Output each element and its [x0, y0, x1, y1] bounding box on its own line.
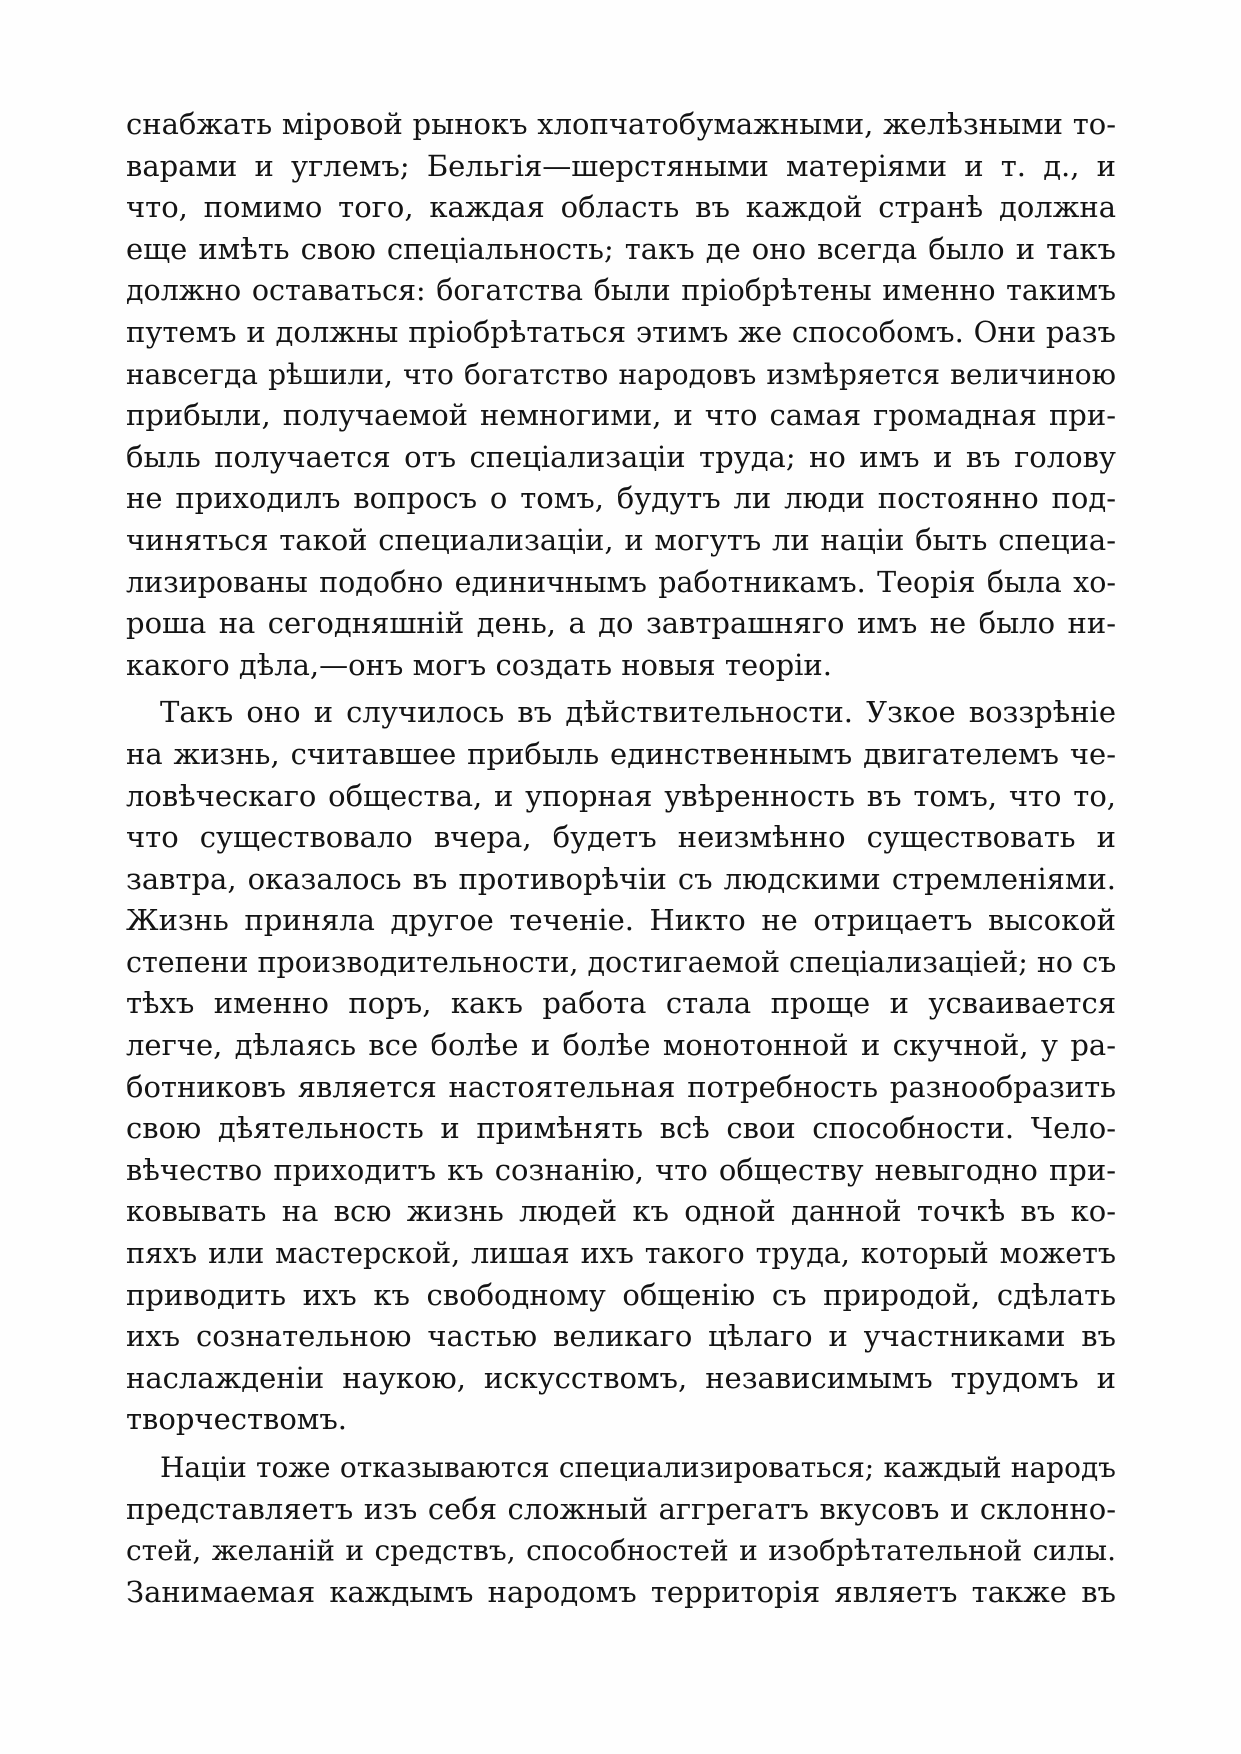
text-line: быль получается отъ спеціализаціи труда; но имъ и въ голову: [126, 439, 1116, 474]
text-line: свою дѣятельность и примѣнять всѣ свои способности. Чело-: [126, 1111, 1116, 1146]
text-line: вѣчество приходитъ къ сознанію, что обществу невыгодно при-: [126, 1152, 1116, 1187]
text-line: ковывать на всю жизнь людей къ одной данной точкѣ въ ко-: [126, 1194, 1116, 1229]
text-line: прибыли, получаемой немногими, и что самая громадная при-: [126, 398, 1116, 433]
text-line: снабжать міровой рынокъ хлопчатобумажными, желѣзными то-: [126, 107, 1116, 141]
text-line: пяхъ или мастерской, лишая ихъ такого труда, который можетъ: [126, 1237, 1116, 1271]
text-line: варами и углемъ; Бельгія—шерстяными матеріями и т. д., и: [126, 148, 1116, 183]
text-line: навсегда рѣшили, что богатство народовъ измѣряется величиною: [126, 357, 1116, 391]
text-line: роша на сегодняшній день, а до завтрашняго имъ не было ни-: [126, 606, 1116, 641]
text-line: на жизнь, считавшее прибыль единственнымъ двигателемъ че-: [126, 736, 1116, 771]
text-line: Занимаемая каждымъ народомъ территорія являетъ также въ: [126, 1574, 1116, 1609]
text-line: представляетъ изъ себя сложный аггрегатъ вкусовъ и склонно-: [126, 1491, 1116, 1526]
text-line: что, помимо того, каждая область въ каждой странѣ должна: [126, 190, 1116, 225]
text-line: творчествомъ.: [126, 1402, 348, 1437]
text-line: Такъ оно и случилось въ дѣйствительности. Узкое воззрѣніе: [160, 695, 1116, 730]
text-line: еще имѣть свою спеціальность; такъ де оно всегда было и такъ: [126, 231, 1116, 266]
text-line: степени производительности, достигаемой спеціализаціей; но съ: [126, 945, 1116, 979]
text-line: не приходилъ вопросъ о томъ, будутъ ли люди постоянно под-: [126, 481, 1116, 516]
text-line: путемъ и должны пріобрѣтаться этимъ же способомъ. Они разъ: [126, 314, 1116, 349]
text-line: наслажденіи наукою, искусствомъ, независимымъ трудомъ и: [126, 1360, 1116, 1395]
text-line: легче, дѣлаясь все болѣе и болѣе монотонной и скучной, у ра-: [126, 1028, 1116, 1063]
text-line: какого дѣла,—онъ могъ создать новыя теоріи.: [126, 647, 832, 682]
text-line: ботниковъ является настоятельная потребность разнообразить: [126, 1069, 1116, 1104]
text-line: завтра, оказалось въ противорѣчіи съ людскими стремленіями.: [126, 861, 1116, 896]
page-text: [126, 104, 1116, 1613]
text-line: стей, желаній и средствъ, способностей и изобрѣтательной силы.: [126, 1534, 1116, 1568]
text-line: Націи тоже отказываются специализироваться; каждый народъ: [160, 1451, 1116, 1484]
text-line: ловѣческаго общества, и упорная увѣренность въ томъ, что то,: [126, 778, 1116, 813]
text-line: приводить ихъ къ свободному общенію съ природой, сдѣлать: [126, 1277, 1116, 1312]
text-line: должно оставаться: богатства были пріобрѣтены именно такимъ: [126, 274, 1116, 308]
text-line: лизированы подобно единичнымъ работникамъ. Теорія была хо-: [126, 565, 1116, 599]
text-line: ихъ сознательною частью великаго цѣлаго и участниками въ: [126, 1319, 1116, 1354]
text-line: чиняться такой специализаціи, и могутъ ли націи быть специа-: [126, 522, 1116, 557]
text-line: тѣхъ именно поръ, какъ работа стала проще и усваивается: [126, 986, 1116, 1021]
text-line: что существовало вчера, будетъ неизмѣнно существовать и: [126, 820, 1116, 855]
text-line: Жизнь приняла другое теченіе. Никто не отрицаетъ высокой: [126, 903, 1116, 938]
